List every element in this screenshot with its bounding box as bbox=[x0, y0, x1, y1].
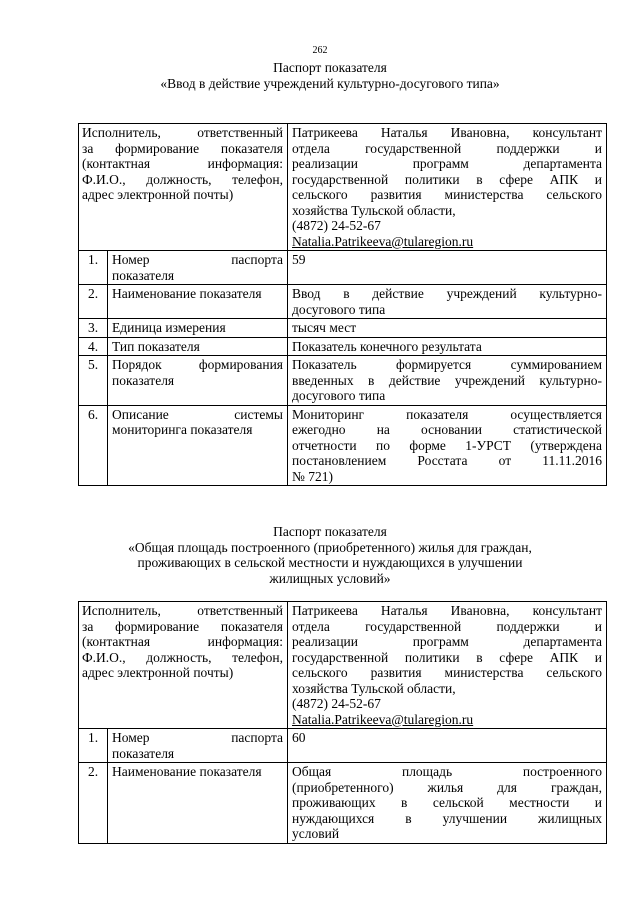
executor-phone: (4872) 24-52-67 bbox=[292, 218, 381, 233]
row-label-line: Тип показателя bbox=[112, 338, 200, 354]
row-value-line: введенных в действие учреждений культурно- bbox=[292, 372, 603, 388]
table-row bbox=[79, 763, 607, 844]
row-label-line: Описание системы bbox=[112, 406, 284, 422]
executor-value-line: Патрикеева Наталья Ивановна, консультант bbox=[292, 125, 603, 140]
row-value bbox=[288, 337, 607, 356]
title-line: проживающих в сельской местности и нуждающихся в улучшении bbox=[137, 555, 523, 570]
table-row bbox=[79, 356, 607, 406]
row-label bbox=[108, 319, 288, 338]
row-label bbox=[108, 285, 288, 319]
row-label bbox=[108, 405, 288, 486]
executor-value-line: Патрикеева Наталья Ивановна, консультант bbox=[292, 603, 603, 618]
title-line: «Общая площадь построенного (приобретенного) жилья для граждан, bbox=[128, 539, 532, 555]
executor-phone: (4872) 24-52-67 bbox=[292, 696, 381, 711]
executor-label-line: Исполнитель, ответственный bbox=[82, 125, 284, 140]
executor-value-line: реализации программ департамента bbox=[292, 634, 603, 649]
row-value-line: тысяч мест bbox=[292, 320, 357, 335]
title-line: «Ввод в действие учреждений культурно-досугового типа» bbox=[160, 75, 500, 91]
row-number: 2. bbox=[79, 285, 108, 319]
row-label-line: показателя bbox=[112, 372, 175, 388]
row-value bbox=[288, 356, 607, 406]
executor-label-line: адрес электронной почты) bbox=[82, 187, 234, 202]
row-value-line: досугового типа bbox=[292, 301, 386, 317]
row-value-line: постановлением Росстата от 11.11.2016 bbox=[292, 453, 603, 468]
executor-label-line: Ф.И.О., должность, телефон, bbox=[82, 649, 284, 665]
row-number: 5. bbox=[79, 356, 108, 406]
row-value-line: ежегодно на основании статистической bbox=[292, 422, 603, 437]
row-number: 4. bbox=[79, 337, 108, 356]
row-label bbox=[108, 251, 288, 285]
table-row bbox=[79, 729, 607, 763]
row-label bbox=[108, 763, 288, 844]
passport-title-2 bbox=[60, 524, 600, 586]
executor-value-line: государственной политики в сфере АПК и bbox=[292, 649, 603, 665]
row-value-line: Показатель формируется суммированием bbox=[292, 357, 603, 372]
executor-label-cell bbox=[79, 124, 288, 251]
table-row bbox=[79, 319, 607, 338]
table-row bbox=[79, 337, 607, 356]
executor-value-cell bbox=[288, 602, 607, 729]
row-number: 6. bbox=[79, 405, 108, 486]
row-label bbox=[108, 356, 288, 406]
executor-email-link[interactable]: Natalia.Patrikeeva@tularegion.ru bbox=[292, 233, 474, 249]
executor-value-line: сельского развития министерства сельского bbox=[292, 665, 603, 680]
row-value-line: (приобретенного) жилья для граждан, bbox=[292, 779, 603, 795]
row-value-line: проживающих в сельской местности и bbox=[292, 795, 603, 810]
table-row bbox=[79, 285, 607, 319]
row-label-line: Наименование показателя bbox=[112, 764, 262, 779]
title-line: Паспорт показателя bbox=[273, 524, 387, 539]
passport-title-1 bbox=[60, 60, 600, 91]
executor-email-link[interactable]: Natalia.Patrikeeva@tularegion.ru bbox=[292, 711, 474, 727]
passport-table-1 bbox=[78, 123, 607, 486]
row-value bbox=[288, 251, 607, 285]
row-number: 1. bbox=[79, 729, 108, 763]
executor-value-line: реализации программ департамента bbox=[292, 156, 603, 171]
executor-row bbox=[79, 602, 607, 729]
row-label-line: Единица измерения bbox=[112, 320, 226, 335]
row-label-line: Порядок формирования bbox=[112, 357, 284, 372]
page-number: 262 bbox=[312, 45, 328, 56]
row-value bbox=[288, 285, 607, 319]
executor-value-line: государственной политики в сфере АПК и bbox=[292, 171, 603, 187]
row-value bbox=[288, 729, 607, 763]
row-value-line: отчетности по форме 1-УРСТ (утверждена bbox=[292, 437, 603, 453]
title-line: жилищных условий» bbox=[269, 570, 391, 586]
table-row bbox=[79, 405, 607, 486]
row-value bbox=[288, 763, 607, 844]
executor-value-line: хозяйства Тульской области, bbox=[292, 680, 456, 696]
row-value bbox=[288, 405, 607, 486]
executor-label-cell bbox=[79, 602, 288, 729]
row-value bbox=[288, 319, 607, 338]
row-label bbox=[108, 337, 288, 356]
row-value-line: досугового типа bbox=[292, 388, 386, 403]
row-value-line: нуждающихся в улучшении жилищных bbox=[292, 810, 603, 826]
row-value-line: 59 bbox=[292, 252, 306, 267]
table-row bbox=[79, 251, 607, 285]
executor-value-line: отдела государственной поддержки и bbox=[292, 618, 603, 634]
row-value-line: Мониторинг показателя осуществляется bbox=[292, 406, 603, 422]
executor-label-line: (контактная информация: bbox=[82, 634, 284, 649]
executor-label-line: адрес электронной почты) bbox=[82, 665, 234, 680]
passport-table-2 bbox=[78, 601, 607, 844]
row-number: 2. bbox=[79, 763, 108, 844]
row-label-line: Наименование показателя bbox=[112, 286, 262, 301]
row-value-line: Общая площадь построенного bbox=[292, 764, 603, 779]
executor-label-line: за формирование показателя bbox=[82, 140, 284, 156]
executor-value-line: отдела государственной поддержки и bbox=[292, 140, 603, 156]
row-value-line: № 721) bbox=[292, 468, 334, 484]
executor-label-line: за формирование показателя bbox=[82, 618, 284, 634]
executor-value-line: сельского развития министерства сельского bbox=[292, 187, 603, 202]
executor-label-line: Ф.И.О., должность, телефон, bbox=[82, 171, 284, 187]
row-label-line: Номер паспорта bbox=[112, 730, 284, 745]
executor-label-line: (контактная информация: bbox=[82, 156, 284, 171]
row-number: 3. bbox=[79, 319, 108, 338]
title-line: Паспорт показателя bbox=[273, 60, 387, 75]
row-value-line: Показатель конечного результата bbox=[292, 338, 482, 354]
row-label-line: показателя bbox=[112, 745, 175, 761]
row-label-line: мониторинга показателя bbox=[112, 422, 253, 437]
row-label bbox=[108, 729, 288, 763]
row-label-line: Номер паспорта bbox=[112, 252, 284, 267]
executor-value-line: хозяйства Тульской области, bbox=[292, 202, 456, 218]
row-number: 1. bbox=[79, 251, 108, 285]
executor-value-cell bbox=[288, 124, 607, 251]
row-value-line: условий bbox=[292, 826, 340, 841]
row-value-line: 60 bbox=[292, 730, 306, 745]
row-value-line: Ввод в действие учреждений культурно- bbox=[292, 286, 603, 301]
executor-row bbox=[79, 124, 607, 251]
executor-label-line: Исполнитель, ответственный bbox=[82, 603, 284, 618]
row-label-line: показателя bbox=[112, 267, 175, 283]
